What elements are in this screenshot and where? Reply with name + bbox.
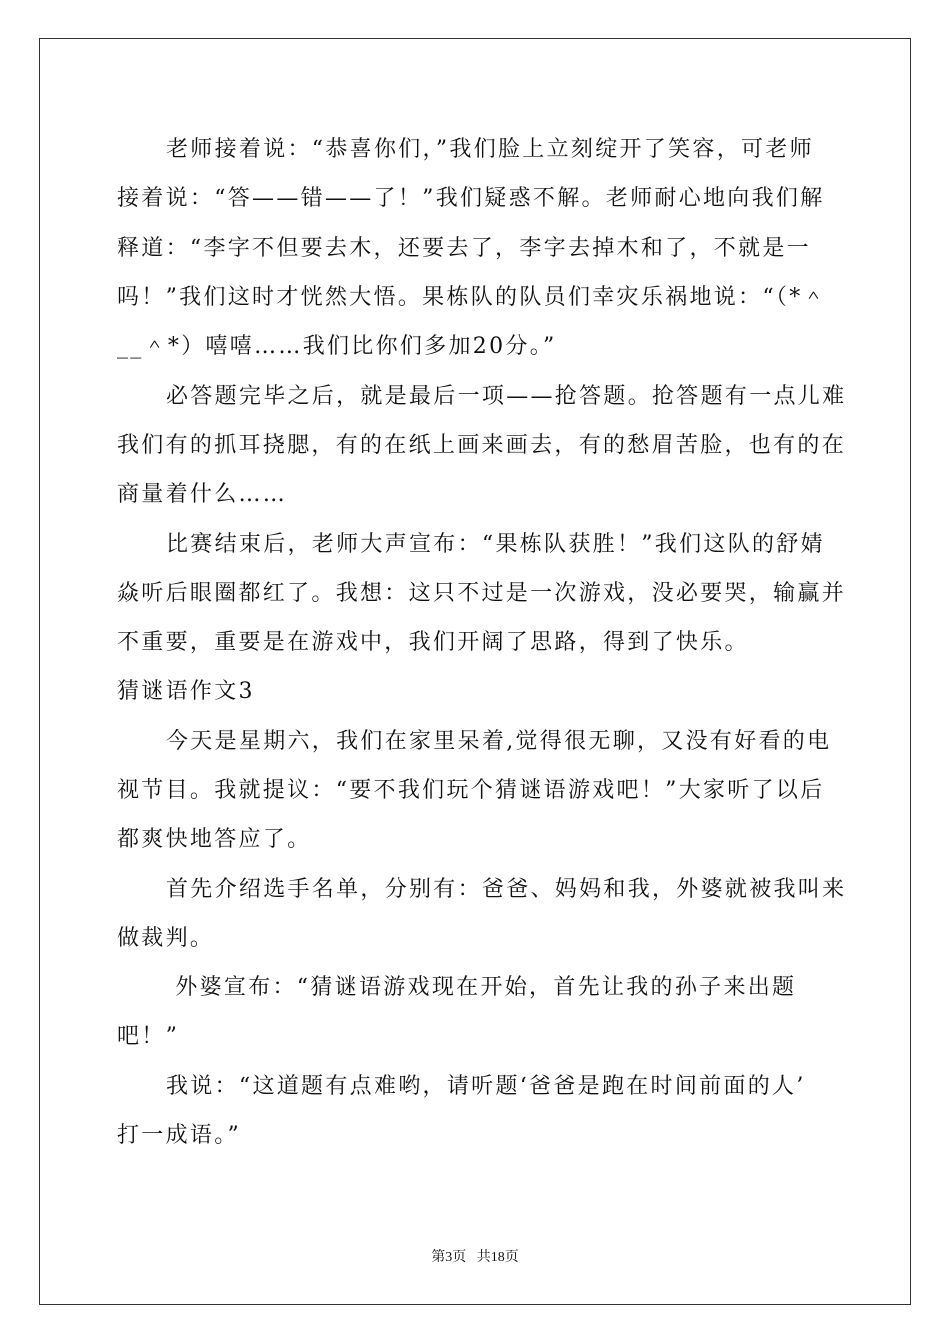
page-border [39,38,911,1305]
paragraph-line: 焱听后眼圈都红了。我想：这只不过是一次游戏，没必要哭，输赢并 [117,581,847,606]
paragraph-line: 吧！” [117,1024,180,1049]
paragraph-line: 做裁判。 [117,926,215,951]
paragraph-line: 比赛结束后，老师大声宣布：“果栋队获胜！”我们这队的舒婧 [166,532,825,557]
paragraph-line: 吗！”我们这时才恍然大悟。果栋队的队员们幸灾乐祸地说：“（*＾ [117,285,827,310]
paragraph-line: 我说：“这道题有点难哟，请听题‘爸爸是跑在时间前面的人’ [166,1074,806,1099]
paragraph-line: __＾*）嘻嘻……我们比你们多加20分。” [117,334,557,359]
page-number: 第3页 [431,1250,467,1265]
paragraph-line: 打一成语。” [117,1123,242,1148]
paragraph-line: 我们有的抓耳挠腮，有的在纸上画来画去，有的愁眉苦脸，也有的在 [117,433,847,458]
paragraph-line: 接着说：“答——错——了！”我们疑惑不解。老师耐心地向我们解 [117,186,825,211]
paragraph-line: 不重要，重要是在游戏中，我们开阔了思路，得到了快乐。 [117,630,749,655]
section-heading: 猜谜语作文3 [117,679,255,704]
paragraph-line: 必答题完毕之后，就是最后一项——抢答题。抢答题有一点儿难 [166,384,847,409]
paragraph-line: 都爽快地答应了。 [117,827,312,852]
paragraph-line: 老师接着说：“恭喜你们，”我们脸上立刻绽开了笑容，可老师 [166,137,814,162]
page-footer [0,1246,950,1266]
paragraph-line: 首先介绍选手名单，分别有：爸爸、妈妈和我，外婆就被我叫来 [166,877,847,902]
page-total: 共18页 [476,1250,519,1265]
paragraph-line: 释道：“李字不但要去木，还要去了，李字去掉木和了，不就是一 [117,236,811,261]
paragraph-line: 外婆宣布：“猜谜语游戏现在开始，首先让我的孙子来出题 [166,975,797,1000]
paragraph-line: 商量着什么…… [117,482,288,507]
paragraph-line: 视节目。我就提议：“要不我们玩个猜谜语游戏吧！”大家听了以后 [117,778,825,803]
paragraph-line: 今天是星期六，我们在家里呆着,觉得很无聊，又没有好看的电 [166,729,832,754]
